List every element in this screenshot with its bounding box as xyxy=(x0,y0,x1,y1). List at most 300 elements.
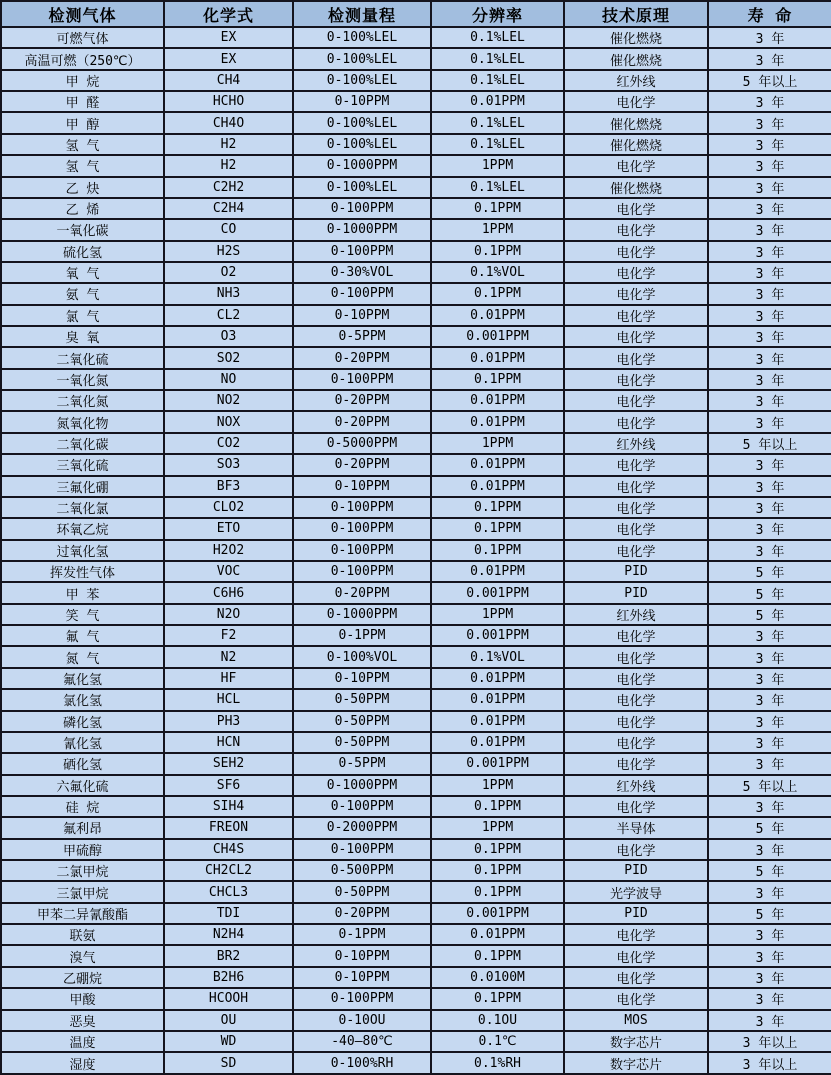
header-resolution: 分辨率 xyxy=(431,1,564,27)
cell-range: 0-20PPM xyxy=(293,390,431,411)
cell-lifespan: 3 年 xyxy=(708,881,831,902)
table-row xyxy=(1,1031,831,1052)
cell-gas: 氮 气 xyxy=(1,646,164,667)
cell-principle: 红外线 xyxy=(564,433,708,454)
cell-resolution: 0.1℃ xyxy=(431,1031,564,1052)
table-row xyxy=(1,689,831,710)
table-row xyxy=(1,817,831,838)
cell-gas: 乙 炔 xyxy=(1,177,164,198)
cell-lifespan: 3 年 xyxy=(708,27,831,48)
cell-resolution: 0.1PPM xyxy=(431,241,564,262)
cell-formula: PH3 xyxy=(164,711,293,732)
cell-lifespan: 3 年 xyxy=(708,305,831,326)
cell-range: 0-5PPM xyxy=(293,326,431,347)
cell-lifespan: 3 年 xyxy=(708,219,831,240)
cell-principle: 数字芯片 xyxy=(564,1031,708,1052)
cell-resolution: 0.1%LEL xyxy=(431,27,564,48)
cell-lifespan: 3 年 xyxy=(708,518,831,539)
table-row xyxy=(1,839,831,860)
cell-formula: HCOOH xyxy=(164,988,293,1009)
cell-formula: HCN xyxy=(164,732,293,753)
cell-resolution: 0.01PPM xyxy=(431,411,564,432)
cell-range: 0-100%LEL xyxy=(293,134,431,155)
cell-resolution: 0.1PPM xyxy=(431,881,564,902)
cell-lifespan: 3 年 xyxy=(708,711,831,732)
cell-formula: ETO xyxy=(164,518,293,539)
table-row xyxy=(1,390,831,411)
cell-formula: NH3 xyxy=(164,283,293,304)
cell-formula: OU xyxy=(164,1010,293,1031)
cell-gas: 三氯甲烷 xyxy=(1,881,164,902)
table-row xyxy=(1,582,831,603)
table-row xyxy=(1,732,831,753)
cell-lifespan: 3 年 xyxy=(708,198,831,219)
cell-resolution: 0.01PPM xyxy=(431,347,564,368)
cell-gas: 环氧乙烷 xyxy=(1,518,164,539)
cell-gas: 甲 醛 xyxy=(1,91,164,112)
header-principle: 技术原理 xyxy=(564,1,708,27)
cell-gas: 硫化氢 xyxy=(1,241,164,262)
cell-formula: FREON xyxy=(164,817,293,838)
cell-formula: H2S xyxy=(164,241,293,262)
cell-principle: 电化学 xyxy=(564,155,708,176)
cell-formula: CO2 xyxy=(164,433,293,454)
cell-gas: 高温可燃（250℃） xyxy=(1,48,164,69)
table-row xyxy=(1,347,831,368)
cell-gas: 三氟化硼 xyxy=(1,476,164,497)
cell-formula: B2H6 xyxy=(164,967,293,988)
cell-formula: BF3 xyxy=(164,476,293,497)
cell-range: 0-500PPM xyxy=(293,860,431,881)
cell-formula: CH2CL2 xyxy=(164,860,293,881)
cell-resolution: 0.001PPM xyxy=(431,903,564,924)
cell-gas: 二氯甲烷 xyxy=(1,860,164,881)
table-row xyxy=(1,540,831,561)
cell-principle: 电化学 xyxy=(564,241,708,262)
cell-gas: 硅 烷 xyxy=(1,796,164,817)
cell-resolution: 0.1%LEL xyxy=(431,112,564,133)
cell-formula: SO2 xyxy=(164,347,293,368)
cell-gas: 氮氧化物 xyxy=(1,411,164,432)
cell-gas: 三氧化硫 xyxy=(1,454,164,475)
cell-gas: 氟 气 xyxy=(1,625,164,646)
cell-lifespan: 3 年 xyxy=(708,625,831,646)
cell-principle: 光学波导 xyxy=(564,881,708,902)
cell-formula: C2H4 xyxy=(164,198,293,219)
cell-range: 0-1000PPM xyxy=(293,775,431,796)
cell-lifespan: 3 年 xyxy=(708,155,831,176)
cell-principle: PID xyxy=(564,561,708,582)
cell-principle: 电化学 xyxy=(564,625,708,646)
cell-principle: 电化学 xyxy=(564,540,708,561)
cell-formula: CL2 xyxy=(164,305,293,326)
table-row xyxy=(1,711,831,732)
cell-formula: HCHO xyxy=(164,91,293,112)
cell-range: 0-100PPM xyxy=(293,369,431,390)
cell-resolution: 0.1OU xyxy=(431,1010,564,1031)
cell-lifespan: 3 年 xyxy=(708,369,831,390)
cell-range: 0-100%LEL xyxy=(293,112,431,133)
table-row xyxy=(1,454,831,475)
cell-formula: H2 xyxy=(164,134,293,155)
cell-formula: TDI xyxy=(164,903,293,924)
cell-principle: 电化学 xyxy=(564,711,708,732)
cell-range: 0-10PPM xyxy=(293,967,431,988)
cell-lifespan: 3 年 xyxy=(708,967,831,988)
cell-formula: SIH4 xyxy=(164,796,293,817)
table-row xyxy=(1,70,831,91)
cell-principle: 催化燃烧 xyxy=(564,27,708,48)
cell-formula: CHCL3 xyxy=(164,881,293,902)
table-row xyxy=(1,497,831,518)
cell-principle: 电化学 xyxy=(564,924,708,945)
cell-range: 0-5000PPM xyxy=(293,433,431,454)
cell-gas: 二氧化氯 xyxy=(1,497,164,518)
cell-gas: 甲 烷 xyxy=(1,70,164,91)
cell-gas: 一氧化氮 xyxy=(1,369,164,390)
cell-principle: 电化学 xyxy=(564,219,708,240)
cell-gas: 过氧化氢 xyxy=(1,540,164,561)
cell-principle: 电化学 xyxy=(564,646,708,667)
table-row xyxy=(1,860,831,881)
table-row xyxy=(1,796,831,817)
cell-gas: 二氧化硫 xyxy=(1,347,164,368)
cell-resolution: 0.1%RH xyxy=(431,1052,564,1074)
cell-formula: CH4O xyxy=(164,112,293,133)
cell-formula: NO xyxy=(164,369,293,390)
table-row xyxy=(1,241,831,262)
cell-lifespan: 3 年 xyxy=(708,390,831,411)
cell-range: 0-100PPM xyxy=(293,988,431,1009)
table-row xyxy=(1,155,831,176)
cell-gas: 恶臭 xyxy=(1,1010,164,1031)
cell-principle: 电化学 xyxy=(564,753,708,774)
cell-range: 0-20PPM xyxy=(293,411,431,432)
cell-principle: 电化学 xyxy=(564,689,708,710)
cell-resolution: 0.001PPM xyxy=(431,326,564,347)
cell-gas: 氟化氢 xyxy=(1,668,164,689)
cell-range: 0-100%LEL xyxy=(293,48,431,69)
cell-formula: O3 xyxy=(164,326,293,347)
cell-range: 0-100PPM xyxy=(293,518,431,539)
cell-formula: WD xyxy=(164,1031,293,1052)
cell-range: 0-30%VOL xyxy=(293,262,431,283)
cell-lifespan: 3 年 xyxy=(708,411,831,432)
table-header xyxy=(1,1,831,27)
cell-principle: PID xyxy=(564,582,708,603)
cell-lifespan: 3 年 xyxy=(708,646,831,667)
cell-range: -40—80℃ xyxy=(293,1031,431,1052)
cell-lifespan: 5 年 xyxy=(708,604,831,625)
cell-range: 0-50PPM xyxy=(293,711,431,732)
header-row xyxy=(1,1,831,27)
cell-range: 0-100%LEL xyxy=(293,70,431,91)
cell-resolution: 1PPM xyxy=(431,775,564,796)
cell-resolution: 1PPM xyxy=(431,817,564,838)
cell-range: 0-100%LEL xyxy=(293,177,431,198)
table-row xyxy=(1,27,831,48)
cell-range: 0-100%LEL xyxy=(293,27,431,48)
cell-resolution: 0.1%VOL xyxy=(431,262,564,283)
cell-gas: 氟利昂 xyxy=(1,817,164,838)
cell-principle: 红外线 xyxy=(564,775,708,796)
table-row xyxy=(1,945,831,966)
cell-gas: 氯 气 xyxy=(1,305,164,326)
cell-principle: 催化燃烧 xyxy=(564,48,708,69)
table-row xyxy=(1,177,831,198)
cell-resolution: 1PPM xyxy=(431,604,564,625)
cell-principle: 电化学 xyxy=(564,454,708,475)
cell-range: 0-1PPM xyxy=(293,924,431,945)
cell-formula: CH4S xyxy=(164,839,293,860)
cell-range: 0-2000PPM xyxy=(293,817,431,838)
cell-lifespan: 3 年 xyxy=(708,668,831,689)
cell-range: 0-20PPM xyxy=(293,903,431,924)
cell-gas: 甲苯二异氰酸酯 xyxy=(1,903,164,924)
cell-principle: 电化学 xyxy=(564,369,708,390)
table-row xyxy=(1,604,831,625)
table-row xyxy=(1,753,831,774)
cell-formula: N2O xyxy=(164,604,293,625)
cell-range: 0-1000PPM xyxy=(293,219,431,240)
table-row xyxy=(1,646,831,667)
cell-formula: O2 xyxy=(164,262,293,283)
cell-gas: 挥发性气体 xyxy=(1,561,164,582)
cell-formula: N2 xyxy=(164,646,293,667)
table-row xyxy=(1,326,831,347)
cell-gas: 一氧化碳 xyxy=(1,219,164,240)
cell-gas: 氰化氢 xyxy=(1,732,164,753)
table-row xyxy=(1,476,831,497)
cell-resolution: 0.01PPM xyxy=(431,689,564,710)
cell-formula: H2O2 xyxy=(164,540,293,561)
cell-principle: 电化学 xyxy=(564,668,708,689)
cell-lifespan: 3 年 xyxy=(708,262,831,283)
cell-gas: 二氧化碳 xyxy=(1,433,164,454)
cell-lifespan: 5 年以上 xyxy=(708,70,831,91)
cell-resolution: 0.1%LEL xyxy=(431,134,564,155)
cell-range: 0-1000PPM xyxy=(293,604,431,625)
cell-lifespan: 5 年以上 xyxy=(708,433,831,454)
cell-resolution: 0.1PPM xyxy=(431,839,564,860)
cell-lifespan: 3 年 xyxy=(708,476,831,497)
cell-resolution: 0.1%LEL xyxy=(431,177,564,198)
cell-lifespan: 3 年 xyxy=(708,988,831,1009)
cell-range: 0-1000PPM xyxy=(293,155,431,176)
cell-range: 0-10OU xyxy=(293,1010,431,1031)
cell-resolution: 0.01PPM xyxy=(431,711,564,732)
cell-range: 0-20PPM xyxy=(293,347,431,368)
table-row xyxy=(1,433,831,454)
cell-gas: 乙硼烷 xyxy=(1,967,164,988)
cell-formula: CO xyxy=(164,219,293,240)
cell-lifespan: 3 年 xyxy=(708,48,831,69)
cell-gas: 联氨 xyxy=(1,924,164,945)
header-gas: 检测气体 xyxy=(1,1,164,27)
cell-resolution: 0.1%LEL xyxy=(431,70,564,91)
cell-lifespan: 3 年以上 xyxy=(708,1052,831,1074)
cell-gas: 乙 烯 xyxy=(1,198,164,219)
cell-principle: 数字芯片 xyxy=(564,1052,708,1074)
cell-principle: PID xyxy=(564,903,708,924)
cell-gas: 温度 xyxy=(1,1031,164,1052)
cell-formula: NOX xyxy=(164,411,293,432)
table-row xyxy=(1,881,831,902)
cell-resolution: 0.01PPM xyxy=(431,924,564,945)
cell-lifespan: 5 年以上 xyxy=(708,775,831,796)
cell-formula: HF xyxy=(164,668,293,689)
cell-range: 0-1PPM xyxy=(293,625,431,646)
table-row xyxy=(1,411,831,432)
table-row xyxy=(1,924,831,945)
cell-resolution: 0.01PPM xyxy=(431,476,564,497)
cell-lifespan: 3 年 xyxy=(708,326,831,347)
cell-resolution: 0.01PPM xyxy=(431,305,564,326)
table-row xyxy=(1,1052,831,1074)
cell-lifespan: 3 年 xyxy=(708,1010,831,1031)
cell-range: 0-100PPM xyxy=(293,198,431,219)
table-row xyxy=(1,1010,831,1031)
cell-lifespan: 3 年 xyxy=(708,241,831,262)
cell-principle: 电化学 xyxy=(564,347,708,368)
cell-principle: 电化学 xyxy=(564,283,708,304)
cell-range: 0-50PPM xyxy=(293,689,431,710)
cell-principle: 电化学 xyxy=(564,476,708,497)
cell-resolution: 0.1PPM xyxy=(431,518,564,539)
cell-resolution: 0.01PPM xyxy=(431,454,564,475)
cell-lifespan: 3 年 xyxy=(708,454,831,475)
table-row xyxy=(1,518,831,539)
cell-lifespan: 3 年 xyxy=(708,177,831,198)
table-row xyxy=(1,625,831,646)
cell-resolution: 0.1%VOL xyxy=(431,646,564,667)
cell-formula: EX xyxy=(164,27,293,48)
header-lifespan: 寿 命 xyxy=(708,1,831,27)
cell-range: 0-10PPM xyxy=(293,668,431,689)
cell-range: 0-5PPM xyxy=(293,753,431,774)
cell-lifespan: 3 年 xyxy=(708,945,831,966)
cell-principle: 电化学 xyxy=(564,839,708,860)
cell-principle: 电化学 xyxy=(564,732,708,753)
cell-lifespan: 3 年 xyxy=(708,134,831,155)
cell-gas: 氢 气 xyxy=(1,134,164,155)
cell-resolution: 0.1PPM xyxy=(431,860,564,881)
cell-lifespan: 3 年以上 xyxy=(708,1031,831,1052)
cell-principle: 红外线 xyxy=(564,604,708,625)
cell-principle: 催化燃烧 xyxy=(564,112,708,133)
header-formula: 化学式 xyxy=(164,1,293,27)
table-row xyxy=(1,775,831,796)
cell-gas: 硒化氢 xyxy=(1,753,164,774)
cell-resolution: 0.001PPM xyxy=(431,582,564,603)
cell-formula: VOC xyxy=(164,561,293,582)
cell-principle: 电化学 xyxy=(564,198,708,219)
header-range: 检测量程 xyxy=(293,1,431,27)
cell-resolution: 0.1PPM xyxy=(431,796,564,817)
cell-principle: 电化学 xyxy=(564,967,708,988)
table-row xyxy=(1,198,831,219)
cell-resolution: 0.1PPM xyxy=(431,540,564,561)
cell-principle: 电化学 xyxy=(564,988,708,1009)
cell-range: 0-100PPM xyxy=(293,283,431,304)
cell-gas: 甲 醇 xyxy=(1,112,164,133)
cell-range: 0-100PPM xyxy=(293,241,431,262)
cell-formula: H2 xyxy=(164,155,293,176)
cell-resolution: 0.001PPM xyxy=(431,625,564,646)
cell-resolution: 0.01PPM xyxy=(431,668,564,689)
cell-range: 0-10PPM xyxy=(293,476,431,497)
cell-resolution: 0.1PPM xyxy=(431,988,564,1009)
cell-lifespan: 5 年 xyxy=(708,860,831,881)
cell-lifespan: 3 年 xyxy=(708,347,831,368)
cell-gas: 磷化氢 xyxy=(1,711,164,732)
cell-resolution: 0.1PPM xyxy=(431,497,564,518)
cell-principle: 电化学 xyxy=(564,945,708,966)
cell-gas: 臭 氧 xyxy=(1,326,164,347)
cell-gas: 溴气 xyxy=(1,945,164,966)
cell-resolution: 0.01PPM xyxy=(431,390,564,411)
cell-gas: 甲 苯 xyxy=(1,582,164,603)
cell-formula: SO3 xyxy=(164,454,293,475)
cell-resolution: 0.1%LEL xyxy=(431,48,564,69)
table-row xyxy=(1,988,831,1009)
cell-resolution: 0.001PPM xyxy=(431,753,564,774)
cell-gas: 甲酸 xyxy=(1,988,164,1009)
cell-formula: C6H6 xyxy=(164,582,293,603)
cell-principle: 电化学 xyxy=(564,305,708,326)
cell-principle: 催化燃烧 xyxy=(564,177,708,198)
cell-resolution: 0.01PPM xyxy=(431,732,564,753)
cell-principle: PID xyxy=(564,860,708,881)
cell-formula: EX xyxy=(164,48,293,69)
cell-formula: SEH2 xyxy=(164,753,293,774)
cell-formula: CH4 xyxy=(164,70,293,91)
table-row xyxy=(1,903,831,924)
cell-resolution: 0.1PPM xyxy=(431,283,564,304)
cell-lifespan: 3 年 xyxy=(708,112,831,133)
table-row xyxy=(1,262,831,283)
cell-gas: 笑 气 xyxy=(1,604,164,625)
cell-range: 0-100%VOL xyxy=(293,646,431,667)
cell-range: 0-100PPM xyxy=(293,796,431,817)
table-row xyxy=(1,48,831,69)
cell-principle: 催化燃烧 xyxy=(564,134,708,155)
cell-lifespan: 3 年 xyxy=(708,689,831,710)
cell-lifespan: 3 年 xyxy=(708,540,831,561)
cell-principle: 电化学 xyxy=(564,390,708,411)
cell-principle: 电化学 xyxy=(564,262,708,283)
cell-resolution: 0.1PPM xyxy=(431,198,564,219)
table-row xyxy=(1,561,831,582)
cell-lifespan: 3 年 xyxy=(708,753,831,774)
cell-range: 0-100PPM xyxy=(293,839,431,860)
cell-lifespan: 5 年 xyxy=(708,582,831,603)
cell-lifespan: 3 年 xyxy=(708,732,831,753)
cell-range: 0-20PPM xyxy=(293,582,431,603)
cell-principle: 半导体 xyxy=(564,817,708,838)
cell-range: 0-100PPM xyxy=(293,497,431,518)
cell-gas: 二氧化氮 xyxy=(1,390,164,411)
cell-range: 0-50PPM xyxy=(293,881,431,902)
cell-gas: 可燃气体 xyxy=(1,27,164,48)
cell-gas: 氨 气 xyxy=(1,283,164,304)
table-row xyxy=(1,283,831,304)
cell-formula: SF6 xyxy=(164,775,293,796)
cell-principle: 电化学 xyxy=(564,796,708,817)
cell-gas: 氯化氢 xyxy=(1,689,164,710)
cell-range: 0-10PPM xyxy=(293,945,431,966)
cell-resolution: 0.1PPM xyxy=(431,945,564,966)
